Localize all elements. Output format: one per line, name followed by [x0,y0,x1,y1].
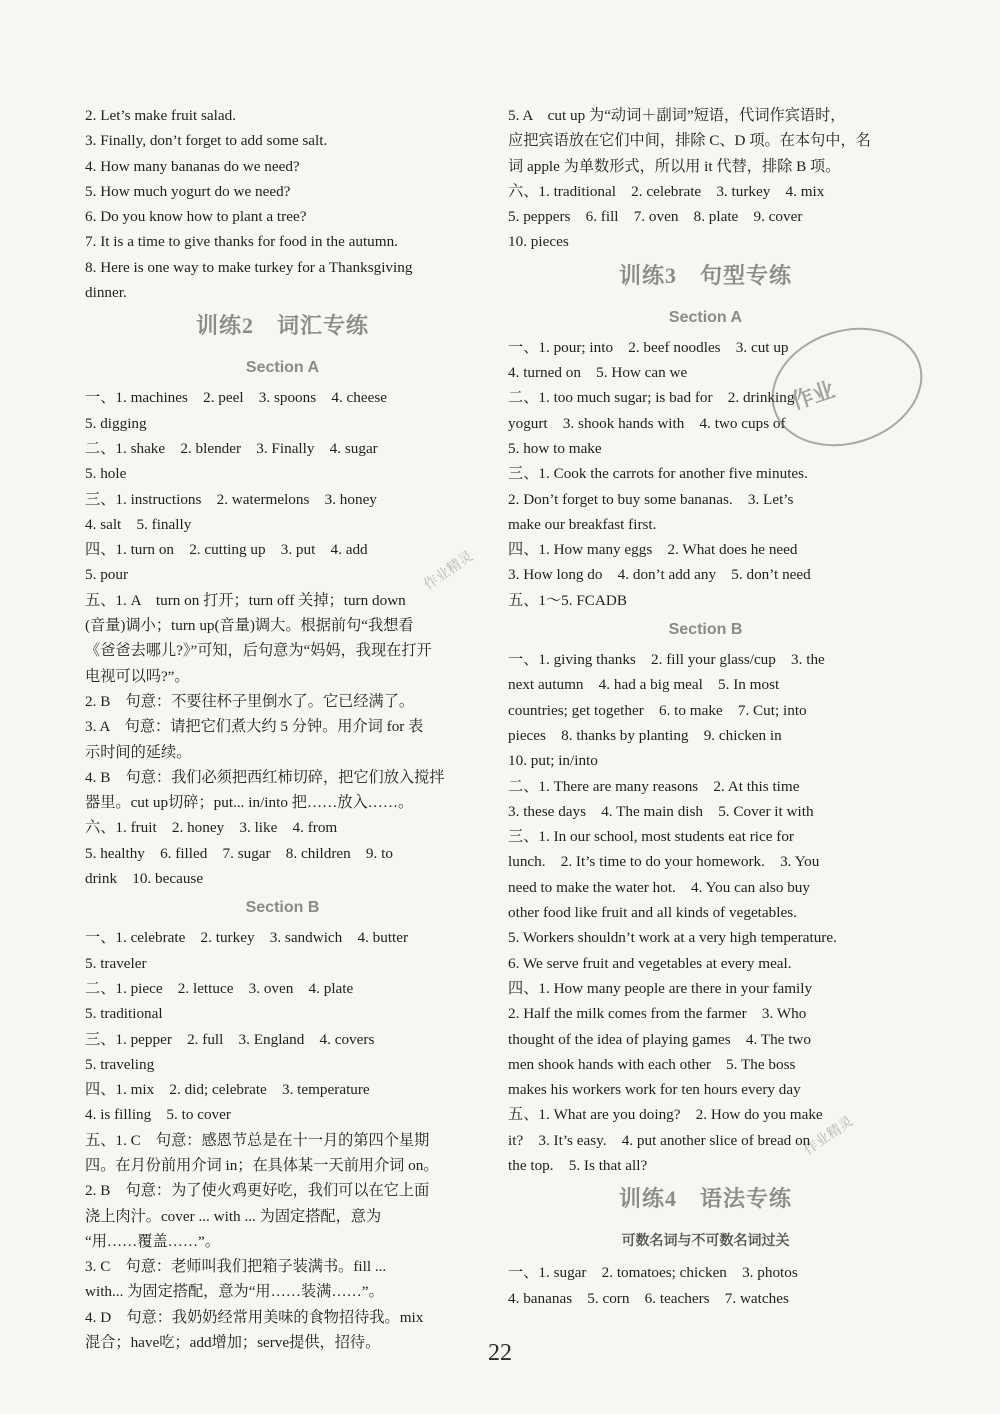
answer-line: 二、1. shake 2. blender 3. Finally 4. sugar [85,439,378,457]
section-heading: Section A [668,308,743,326]
answer-line: “用……覆盖……”。 [85,1232,220,1250]
answer-line: thought of the idea of playing games 4. The two [508,1030,811,1048]
answer-line: 2. Let’s make fruit salad. [85,107,236,124]
answer-line: 6. Do you know how to plant a tree? [85,208,307,226]
answer-line: 四、1. How many eggs 2. What does he need [508,541,798,559]
answer-line: 二、1. There are many reasons 2. At this time [508,777,800,795]
answer-line: 一、1. pour; into 2. beef noodles 3. cut up [508,338,789,356]
answer-line: 示时间的延续。 [85,743,192,761]
section-b-answers [508,647,903,1178]
answer-line: 10. put; in/into [508,752,598,770]
answer-line: need to make the water hot. 4. You can also buy [508,878,810,896]
answer-line: 4. D 句意：我奶奶经常用美味的食物招待我。mix [85,1308,424,1326]
answer-line: 电视可以吗?”。 [85,667,190,685]
answer-line: 3. C 句意：老师叫我们把箱子装满书。fill ... [85,1258,387,1276]
answer-line: 四。在月份前用介词 in；在具体某一天前用介词 on。 [85,1156,439,1174]
answer-line: men shook hands with each other 5. The boss [508,1055,796,1073]
answer-line: yogurt 3. shook hands with 4. two cups of [508,414,786,432]
answer-line: 5. traditional [85,1005,163,1023]
left-top-answers [85,103,480,305]
section-heading: Section A [245,359,320,377]
answer-line: 一、1. giving thanks 2. fill your glass/cup 3. the [508,651,825,669]
answer-line: 7. It is a time to give thanks for food in the autumn. [85,233,398,251]
answer-line: 5. hole [85,465,127,483]
section-a-answers [85,385,480,891]
answer-line: 3. A 句意：请把它们煮大约 5 分钟。用介词 for 表 [85,718,424,736]
answer-line: 五、1～5. FCADB [508,591,627,609]
answer-line: 6. We serve fruit and vegetables at every meal. [508,954,792,972]
answer-line: 2. B 句意：不要往杯子里倒水了。它已经满了。 [85,692,415,710]
answer-line: 五、1. A turn on 打开；turn off 关掉；turn down [85,591,406,609]
answer-line: makes his workers work for ten hours every day [508,1081,801,1099]
answer-line: countries; get together 6. to make 7. Cut; into [508,701,807,719]
answer-line: 一、1. machines 2. peel 3. spoons 4. cheese [85,389,387,407]
answer-line: 《爸爸去哪儿?》”可知，后句意为“妈妈，我现在打开 [85,642,432,660]
exercise-title: 训练4 语法专练 [618,1186,792,1212]
answer-line: 10. pieces [508,233,569,251]
answer-line: 四、1. mix 2. did; celebrate 3. temperature [85,1081,370,1099]
answer-line: 五、1. What are you doing? 2. How do you make [508,1106,823,1124]
answer-line: 四、1. turn on 2. cutting up 3. put 4. add [85,541,368,559]
answer-line: with... 为固定搭配，意为“用……装满……”。 [85,1283,384,1301]
answer-line: 5. how to make [508,439,602,457]
answer-line: 器里。cut up切碎；put... in/into 把……放入……。 [85,794,414,812]
answer-line: 5. pour [85,566,129,584]
answer-line: 三、1. In our school, most students eat rice for [508,828,794,846]
answer-line: 3. Finally, don’t forget to add some salt. [85,132,328,150]
exercise-title: 训练2 词汇专练 [195,313,369,339]
left-column [85,103,480,1355]
section-b-answers [85,925,480,1355]
answer-line: pieces 8. thanks by planting 9. chicken in [508,726,782,744]
answer-line: 5. peppers 6. fill 7. oven 8. plate 9. cover [508,208,803,226]
grammar-answers [508,1260,903,1311]
page-number: 22 [488,1340,512,1366]
answer-line: 5. traveling [85,1055,155,1073]
answer-line: 混合；have吃；add增加；serve提供，招待。 [85,1334,381,1352]
answer-line: other food like fruit and all kinds of vegetables. [508,904,797,922]
answer-line: 二、1. piece 2. lettuce 3. oven 4. plate [85,979,354,997]
answer-line: 一、1. sugar 2. tomatoes; chicken 3. photos [508,1264,798,1282]
answer-line: 应把宾语放在它们中间，排除 C、D 项。在本句中，名 [508,132,871,150]
answer-line: 五、1. C 句意：感恩节总是在十一月的第四个星期 [85,1131,430,1149]
answer-line: 词 apple 为单数形式，所以用 it 代替，排除 B 项。 [508,157,841,175]
answer-line: 四、1. How many people are there in your family [508,979,813,997]
answer-line: 5. Workers shouldn’t work at a very high temperature. [508,929,837,947]
answer-line: 二、1. too much sugar; is bad for 2. drinking [508,389,795,407]
answer-line: 六、1. traditional 2. celebrate 3. turkey 4. mix [508,182,825,200]
answer-line: 浇上肉汁。cover ... with ... 为固定搭配，意为 [85,1207,382,1225]
watermark: 作业精灵 [421,548,477,594]
answer-line: it? 3. It’s easy. 4. put another slice of bread on [508,1131,811,1149]
answer-line: lunch. 2. It’s time to do your homework. 3. You [508,853,820,871]
answer-line: 三、1. pepper 2. full 3. England 4. covers [85,1030,375,1048]
right-top-answers [508,103,903,255]
section-heading: Section B [668,621,743,639]
answer-line: 2. Don’t forget to buy some bananas. 3. Let’s [508,490,794,508]
watermark: 作业精灵 [801,1113,857,1159]
answer-line: 4. salt 5. finally [85,515,192,533]
answer-line: 六、1. fruit 2. honey 3. like 4. from [85,819,338,837]
answer-line: 5. How much yogurt do we need? [85,182,291,200]
answer-line: 一、1. celebrate 2. turkey 3. sandwich 4. butter [85,929,409,947]
answer-line: 8. Here is one way to make turkey for a Thanksgiving [85,258,413,276]
answer-line: 三、1. instructions 2. watermelons 3. honey [85,490,377,508]
exercise-title: 训练3 句型专练 [618,262,792,288]
answer-line: 4. B 句意：我们必须把西红柿切碎，把它们放入搅拌 [85,768,445,786]
answer-line: 4. turned on 5. How can we [508,364,688,382]
section-heading: Section B [245,899,320,917]
answer-line: 5. healthy 6. filled 7. sugar 8. children 9. to [85,844,393,862]
stamp-text: 作业 [788,377,839,416]
answer-line: 4. How many bananas do we need? [85,157,300,175]
answer-line: 4. is filling 5. to cover [85,1106,231,1124]
answer-line: 4. bananas 5. corn 6. teachers 7. watches [508,1289,789,1307]
answer-line: next autumn 4. had a big meal 5. In most [508,676,780,694]
answer-line: make our breakfast first. [508,515,657,533]
subsection-heading: 可数名词与不可数名词过关 [621,1234,790,1250]
answer-line: dinner. [85,284,127,302]
answer-line: (音量)调小；turn up(音量)调大。根据前句“我想看 [85,617,414,635]
answer-line: 3. How long do 4. don’t add any 5. don’t need [508,566,811,584]
answer-line: 2. B 句意：为了使火鸡更好吃，我们可以在它上面 [85,1182,430,1200]
answer-line: the top. 5. Is that all? [508,1156,648,1174]
answer-line: drink 10. because [85,870,204,888]
answer-line: 3. these days 4. The main dish 5. Cover it with [508,802,814,820]
answer-line: 2. Half the milk comes from the farmer 3. Who [508,1005,807,1023]
answer-line: 5. traveler [85,954,147,972]
answer-line: 5. A cut up 为“动词＋副词”短语，代词作宾语时， [508,107,846,124]
answer-line: 三、1. Cook the carrots for another five minutes. [508,465,808,483]
answer-line: 5. digging [85,414,147,432]
